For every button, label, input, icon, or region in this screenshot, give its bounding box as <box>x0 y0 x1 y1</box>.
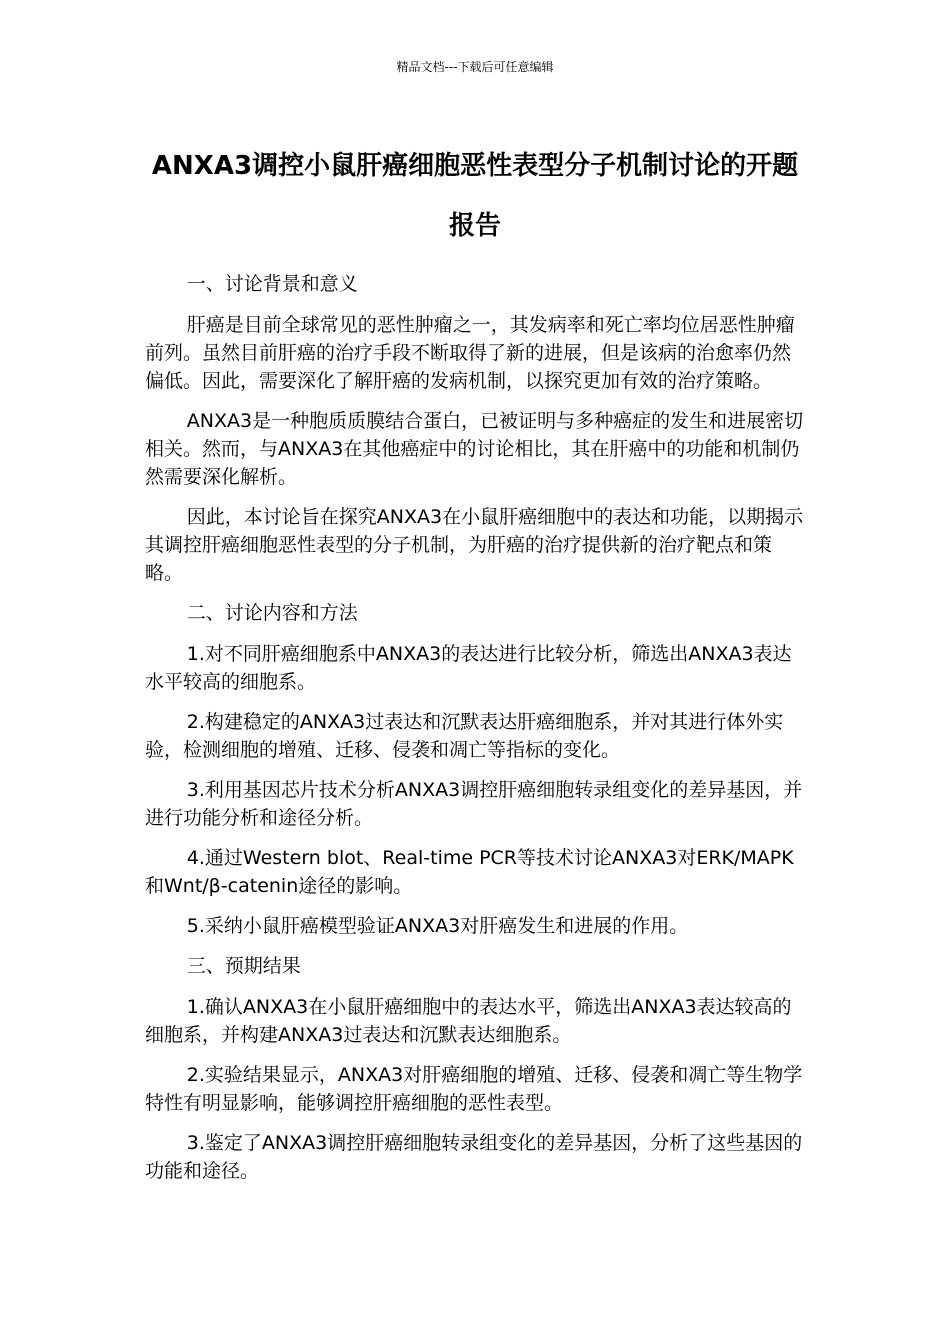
document-body <box>145 270 807 1197</box>
section-heading-expected-results: 三、预期结果 <box>186 955 301 977</box>
page-header: 精品文档---下载后可任意编辑 <box>396 60 554 74</box>
paragraph: 肝癌是目前全球常见的恶性肿瘤之一，其发病率和死亡率均位居恶性肿瘤前列。虽然目前肝癌的治疗手段不断取得了新的进展，但是该病的治愈率仍然偏低。因此，需要深化了解肝癌的发病机制，以探究更加有效的治疗策略。 <box>145 314 795 392</box>
paragraph: 5.采纳小鼠肝癌模型验证ANXA3对肝癌发生和进展的作用。 <box>186 915 689 937</box>
section-heading-content-methods: 二、讨论内容和方法 <box>186 602 358 624</box>
paragraph: 3.鉴定了ANXA3调控肝癌细胞转录组变化的差异基因，分析了这些基因的功能和途径。 <box>145 1132 803 1182</box>
paragraph: 因此，本讨论旨在探究ANXA3在小鼠肝癌细胞中的表达和功能，以期揭示其调控肝癌细胞恶性表型的分子机制，为肝癌的治疗提供新的治疗靶点和策略。 <box>145 506 804 584</box>
document-title: ANXA3调控小鼠肝癌细胞恶性表型分子机制讨论的开题报告 <box>151 151 799 241</box>
paragraph: 1.对不同肝癌细胞系中ANXA3的表达进行比较分析，筛选出ANXA3表达水平较高的细胞系。 <box>145 643 792 693</box>
paragraph: 1.确认ANXA3在小鼠肝癌细胞中的表达水平，筛选出ANXA3表达较高的细胞系，并构建ANXA3过表达和沉默表达细胞系。 <box>145 996 792 1046</box>
paragraph: 4.通过Western blot、Real-time PCR等技术讨论ANXA3对ERK/MAPK和Wnt/β-catenin途径的影响。 <box>145 847 794 897</box>
paragraph: ANXA3是一种胞质质膜结合蛋白，已被证明与多种癌症的发生和进展密切相关。然而，与ANXA3在其他癌症中的讨论相比，其在肝癌中的功能和机制仍然需要深化解析。 <box>145 410 804 488</box>
section-heading-background: 一、讨论背景和意义 <box>186 273 358 295</box>
paragraph: 2.实验结果显示，ANXA3对肝癌细胞的增殖、迁移、侵袭和凋亡等生物学特性有明显影响，能够调控肝癌细胞的恶性表型。 <box>145 1064 803 1114</box>
paragraph: 2.构建稳定的ANXA3过表达和沉默表达肝癌细胞系，并对其进行体外实验，检测细胞的增殖、迁移、侵袭和凋亡等指标的变化。 <box>145 711 784 761</box>
paragraph: 3.利用基因芯片技术分析ANXA3调控肝癌细胞转录组变化的差异基因，并进行功能分析和途径分析。 <box>145 779 803 829</box>
